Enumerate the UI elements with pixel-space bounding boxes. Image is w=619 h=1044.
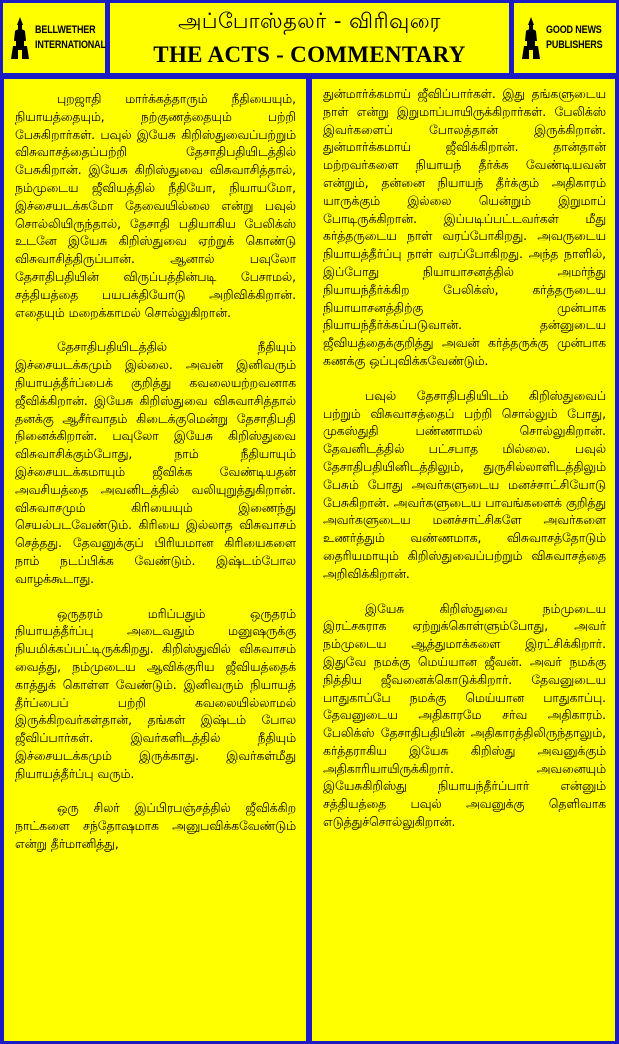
bell-tower-icon bbox=[9, 16, 31, 60]
page-title-english: THE ACTS - COMMENTARY bbox=[153, 42, 466, 67]
publisher-logo-left bbox=[3, 3, 105, 73]
right-column bbox=[312, 79, 615, 1041]
paragraph: இயேசு கிறிஸ்துவை நம்முடைய இரட்சகராக ஏற்றுக்கொள்ளும்போது, அவர் நம்முடைய ஆத்துமாக்களை இரட்சிக்கிறார். இதுவே நமக்கு மெய்யான ஜீவன். அவர் நமக்கு நித்திய ஜீவனைக்கொடுக்கிறார். தேவனுடைய பாதுகாப்பே நமக்கு மெய்யான பாதுகாப்பு. தேவனுடைய அதிகாரமே சர்வ அதிகாரம். பேலிக்ஸ் தேசாதிபதியின் அதிகாரத்திலிருந்தாலும், கர்த்தராகிய இயேசு கிறிஸ்து அவனுக்கும் அதிகாரியாயிருக்கிறார். அவனையும் இயேசுகிறிஸ்து நியாயந்தீர்ப்பார் என்னும் சத்தியத்தை பவுல் அவனுக்கு தெளிவாக எடுத்துச்சொல்லுகிறான். bbox=[323, 601, 606, 830]
title-banner bbox=[110, 3, 509, 73]
paragraph: ஒரு சிலர் இப்பிரபஞ்சத்தில் ஜீவிக்கிற நாட்களை சந்தோஷமாக அனுபவிக்கவேண்டும் என்று தீர்மானித்து, bbox=[15, 801, 296, 852]
paragraph-continued: துன்மார்க்கமாய் ஜீவிப்பார்கள். இது தங்களுடைய நாள் என்று இறுமாப்பாயிருக்கிறார்கள். பேலிக்ஸ் இவர்களைப் போலத்தான் இருக்கிறான். துன்மார்க்கமாய் ஜீவிக்கிறான். தான்தான் மற்றவர்களை நியாயந் தீர்க்க வேண்டியவன் என்றும், தன்னை நியாயந் தீர்க்கும் அதிகாரம் யாருக்கும் இல்லை யென்றும் இறுமாப் போடிருக்கிறான். இப்படிப்பட்டவர்கள் மீது கர்த்தருடைய நாள் வரப்போகிறது. அவருடைய நியாயத்தீர்ப்பு நாள் வரப்போகிறது. அந்த நாளில், இப்போது நியாயாசனத்தில் அமர்ந்து நியாயந்தீர்க்கிற பேலிக்ஸ், கர்த்தருடைய நியாயாசனத்திற்கு முன்பாக நியாயந்தீர்க்கப்படுவான். தன்னுடைய ஜீவியத்தைக்குறித்து அவன் கர்த்தருக்கு முன்பாக கணக்கு ஒப்புவிக்கவேண்டும். bbox=[323, 87, 606, 368]
page-title-tamil: அப்போஸ்தலர் - விரிவுரை bbox=[178, 9, 441, 33]
logo-left-line2: INTERNATIONAL bbox=[35, 39, 106, 51]
left-column bbox=[4, 79, 306, 1041]
paragraph: பவுல் தேசாதிபதியிடம் கிறிஸ்துவைப் பற்றும் விசுவாசத்தைப் பற்றி சொல்லும் போது, முகஸ்துதி பண்ணாமல் சொல்லுகிறான். தேவனிடத்தில் பட்சபாத மில்லை. பவுல் தேசாதிபதியினிடத்திலும், துருசில்லாளிடத்திலும் பேசும் போது அவர்களுடைய மனச்சாட்சியோடு பேசுகிறான். அவர்களுடைய பாவங்களைக் குறித்து அவர்களுடைய மனச்சாட்சிகளே அவர்களை உணர்த்தும் வண்ணமாக, விசுவாசத்தோடும் தைரியமாயும் கிறிஸ்துவைப்பற்றும் விசுவாசத்தை அறிவிக்கிறான். bbox=[323, 388, 606, 581]
logo-right-line1: GOOD NEWS bbox=[546, 24, 602, 36]
logo-left-line1: BELLWETHER bbox=[35, 24, 96, 36]
bell-tower-icon bbox=[520, 16, 542, 60]
logo-right-line2: PUBLISHERS bbox=[546, 39, 603, 51]
paragraph: புறஜாதி மார்க்கத்தாரும் நீதியையும், நியாயத்தையும், நற்குணத்தையும் பற்றி பேசுகிறார்கள். பவுல் இயேசு கிறிஸ்துவைப்பற்றும் விசுவாசத்தைப்பற்றி தேசாதிபதியிடத்தில் பேசுகிறான். இயேசு கிறிஸ்துவை விசுவாசித்தால், நம்முடைய ஜீவியத்தில் நீதியோ, நியாயமோ, இச்சையடக்கமோ தேவையில்லை என்று பவுல் சொல்லியிருந்தால், தேசாதி பதியாகிய பேலிக்ஸ் உடனே இயேசு கிறிஸ்துவை ஏற்றுக் கொண்டு விசுவாசித்திருப்பான். ஆனால் பவுலோ தேசாதிபதியின் விருப்பத்தின்படி பேசாமல், சத்தியத்தை பயபக்தியோடு அறிவிக்கிறான். எதையும் மறைக்காமல் சொல்லுகிறான். bbox=[15, 92, 296, 320]
publisher-logo-right bbox=[514, 3, 616, 73]
paragraph: தேசாதிபதியிடத்தில் நீதியும் இச்சையடக்கமும் இல்லை. அவன் இனிவரும் நியாயத்தீர்ப்பைக் குறித்து கவலையற்றவனாக ஜீவிக்கிறான். இயேசு கிறிஸ்துவை விசுவாசித்தால் தனக்கு ஆசீர்வாதம் கிடைக்குமென்று தேசாதிபதி நினைக்கிறான். பவுலோ இயேசு கிறிஸ்துவை விசுவாசிக்கும்போது, நாம் நீதியாயும் இச்சையடக்கமாயும் ஜீவிக்க வேண்டியதன் அவசியத்தை அவனிடத்தில் வலியுறுத்துகிறான். விசுவாசமும் கிரியையும் இணைந்து செயல்படவேண்டும். கிரியை இல்லாத விசுவாசம் செத்தது. தேவனுக்குப் பிரியமான கிரியைகளை நாம் நடப்பிக்க வேண்டும். இஷ்டம்போல வாழக்கூடாது. bbox=[15, 340, 296, 586]
paragraph: ஒருதரம் மரிப்பதும் ஒருதரம் நியாயத்தீர்ப்பு அடைவதும் மனுஷருக்கு நியமிக்கப்பட்டிருக்கிறது. கிறிஸ்துவில் விசுவாசம் வைத்து, நம்முடைய ஆவிக்குரிய ஜீவியத்தைக் காத்துக் கொள்ள வேண்டும். இனிவரும் நியாயத் தீர்ப்பைப் பற்றி கவலையில்லாமல் இருக்கிறவர்கள்தான், தங்கள் இஷ்டம் போல ஜீவிப்பார்கள். இவர்களிடத்தில் நீதியும் இச்சையடக்கமும் இருக்காது. இவர்கள்மீது நியாயத்தீர்ப்பு வரும். bbox=[15, 606, 296, 781]
